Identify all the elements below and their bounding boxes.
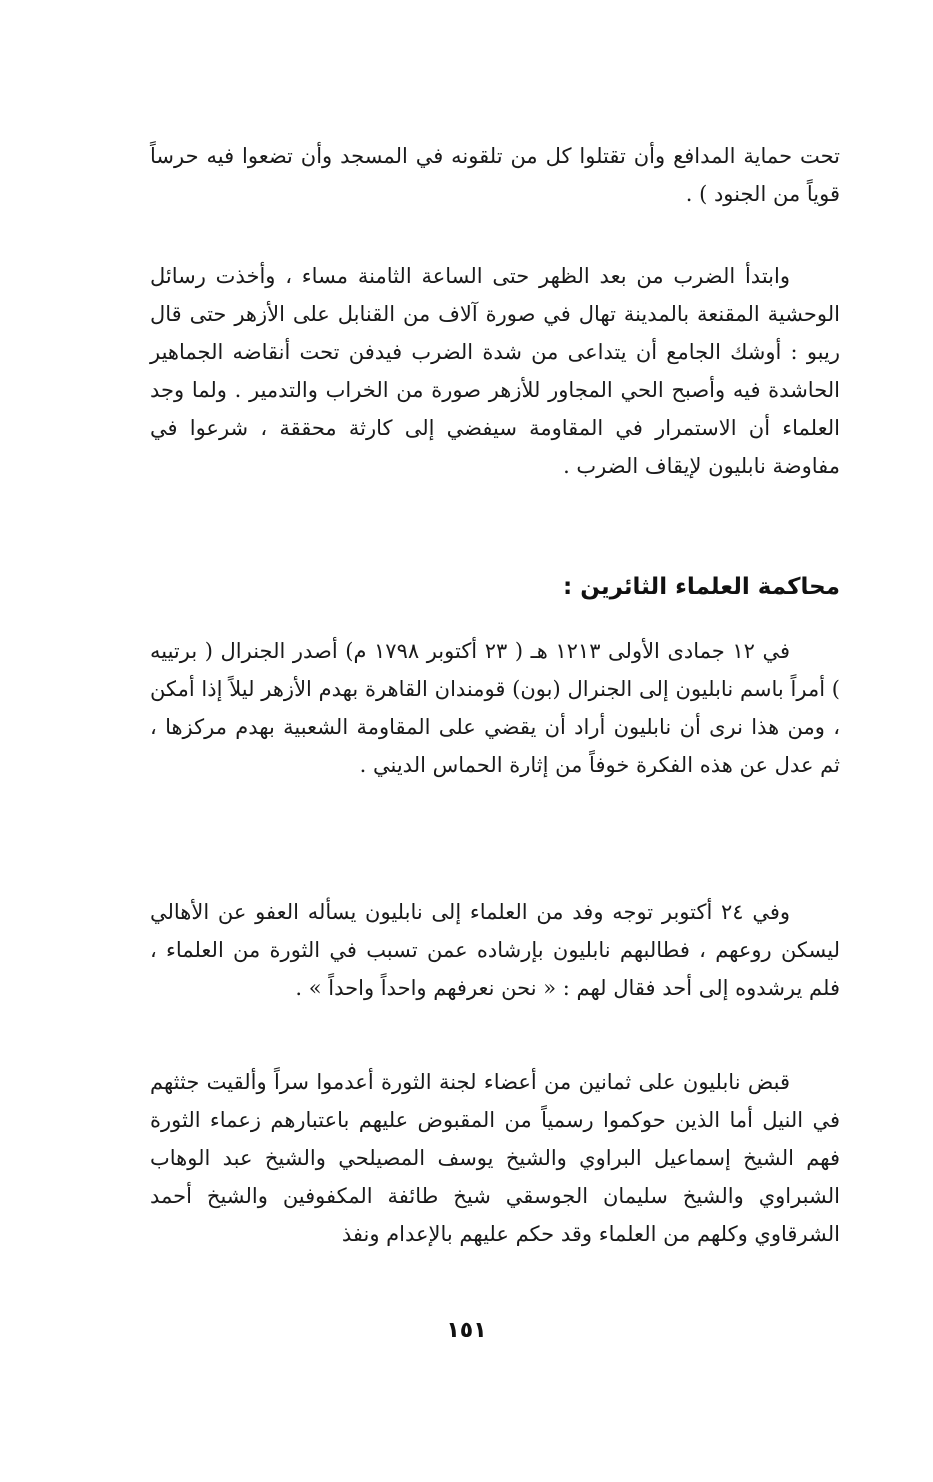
paragraph-continuation: تحت حماية المدافع وأن تقتلوا كل من تلقونه في المسجد وأن تضعوا فيه حرساً قوياً من الجنود ) . [150,144,840,206]
paragraph-delegation: وفي ٢٤ أكتوبر توجه وفد من العلماء إلى نابليون يسأله العفو عن الأهالي ليسكن روعهم ، فطالبهم نابليون بإرشاده عمن تسبب في الثورة من العلماء ، فلم يرشدوه إلى أحد فقال لهم : « نحن نعرفهم واحداً واحداً » . [150,900,840,1000]
section-heading: محاكمة العلماء الثائرين : [563,574,840,600]
paragraph-bombardment: وابتدأ الضرب من بعد الظهر حتى الساعة الثامنة مساء ، وأخذت رسائل الوحشية المقنعة بالمدينة تهال في صورة آلاف من القنابل على الأزهر حتى قال ريبو : أوشك الجامع أن يتداعى من شدة الضرب فيدفن تحت أنقاضه الجماهير الحاشدة فيه وأصبح الحي المجاور للأزهر صورة من الخراب والتدمير . ولما وجد العلماء أن الاستمرار في المقاومة سيفضي إلى كارثة محققة ، شرعوا في مفاوضة نابليون لإيقاف الضرب . [150,264,840,478]
paragraph-arrests: قبض نابليون على ثمانين من أعضاء لجنة الثورة أعدموا سراً وألقيت جثثهم في النيل أما الذين حوكموا رسمياً من المقبوض عليهم باعتبارهم زعماء الثورة فهم الشيخ إسماعيل البراوي والشيخ يوسف المصيلحي والشيخ عبد الوهاب الشبراوي والشيخ سليمان الجوسقي شيخ طائفة المكفوفين والشيخ أحمد الشرقاوي وكلهم من العلماء وقد حكم عليهم بالإعدام ونفذ [150,1070,840,1246]
page-number: ١٥١ [446,1318,487,1343]
paragraph-demolition-order: في ١٢ جمادى الأولى ١٢١٣ هـ ( ٢٣ أكتوبر ١٧٩٨ م) أصدر الجنرال ( برتييه ) أمراً باسم نابليون إلى الجنرال (بون) قومندان القاهرة بهدم الأزهر ليلاً إذا أمكن ، ومن هذا نرى أن نابليون أراد أن يقضي على المقاومة الشعبية بهدم مركزها ، ثم عدل عن هذه الفكرة خوفاً من إثارة الحماس الديني . [150,639,840,777]
